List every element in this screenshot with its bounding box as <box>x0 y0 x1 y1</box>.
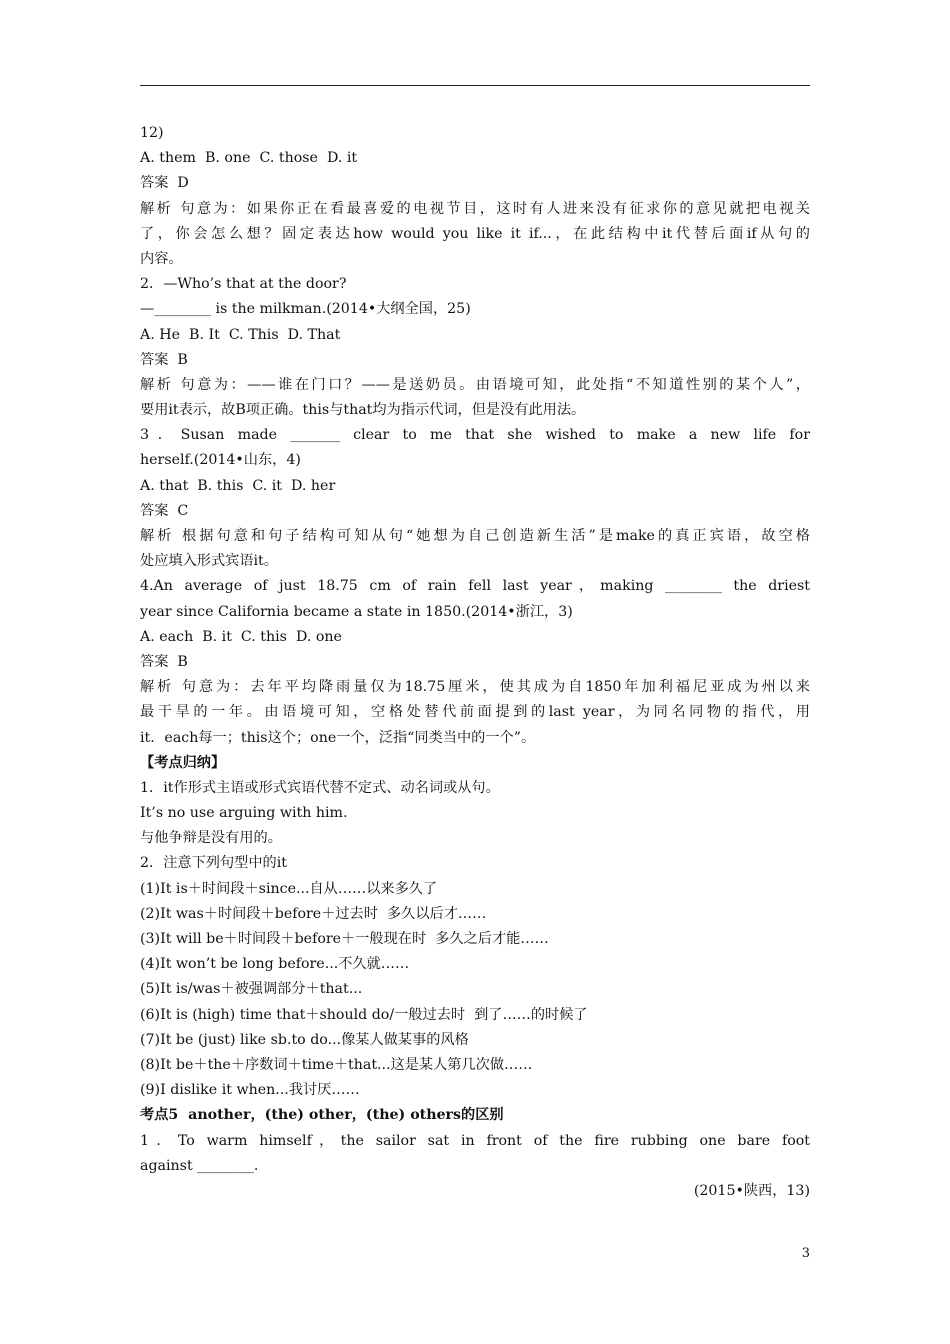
explanation-line: 解析 句意为：去年平均降雨量仅为18.75厘米，使其成为自1850年加利福尼亚成为州以来 <box>140 679 810 696</box>
answer-line: 答案 B <box>140 351 188 368</box>
explanation-line: 解析 句意为：——谁在门口？——是送奶员。由语境可知，此处指“不知道性别的某个人”， <box>140 376 810 393</box>
explanation-line: 解析 句意为：如果你正在看最喜爱的电视节目，这时有人进来没有征求你的意见就把电视关 <box>140 200 810 217</box>
options-line: A. He B. It C. This D. That <box>140 326 341 343</box>
question-line: against ________. <box>140 1157 259 1174</box>
explanation-line: 处应填入形式宾语it。 <box>140 553 278 570</box>
pattern-line: (5)It is/was＋被强调部分＋that... <box>140 981 363 998</box>
question-line: herself.(2014•山东，4) <box>140 452 301 469</box>
explanation-line: 解析 根据句意和句子结构可知从句“她想为自己创造新生活”是make的真正宾语，故空格 <box>140 528 810 544</box>
explanation-line: 内容。 <box>140 250 183 267</box>
summary-line: 1．it作形式主语或形式宾语代替不定式、动名词或从句。 <box>140 779 500 796</box>
section-heading: 【考点归纳】 <box>140 754 226 771</box>
answer-line: 答案 C <box>140 502 189 519</box>
answer-line: 答案 B <box>140 653 188 670</box>
question-source: (2015•陕西，13) <box>693 1182 810 1199</box>
document-body <box>140 121 810 1204</box>
answer-line: 答案 D <box>140 175 189 192</box>
pattern-line: (9)I dislike it when...我讨厌…… <box>140 1082 360 1099</box>
pattern-line: (4)It won’t be long before...不久就…… <box>140 956 410 973</box>
options-line: A. them B. one C. those D. it <box>140 150 358 167</box>
explanation-line: 最干旱的一年。由语境可知，空格处替代前面提到的last year，为同名同物的指代，用 <box>140 704 810 721</box>
question-line: year since California became a state in 1850.(2014•浙江，3) <box>140 603 573 620</box>
section-heading: 考点5 another，(the) other，(the) others的区别 <box>140 1107 504 1124</box>
question-line: 1．To warm himself，the sailor sat in front of the fire rubbing one bare foot <box>140 1132 810 1149</box>
pattern-line: (1)It is＋时间段＋since...自从……以来多久了 <box>140 880 438 897</box>
question-line: 4.An average of just 18.75 cm of rain fell last year，making ________ the driest <box>140 578 810 595</box>
pattern-line: (8)It be＋the＋序数词＋time＋that...这是某人第几次做…… <box>140 1056 533 1073</box>
options-line: A. that B. this C. it D. her <box>140 477 336 494</box>
pattern-line: (6)It is (high) time that＋should do/一般过去时 到了……的时候了 <box>140 1006 588 1023</box>
pattern-line: (2)It was＋时间段＋before＋过去时 多久以后才…… <box>140 905 487 922</box>
explanation-line: 了，你会怎么想？固定表达how would you like it if...，在此结构中it代替后面if从句的 <box>140 225 810 242</box>
options-line: A. each B. it C. this D. one <box>140 628 342 645</box>
text-line: 12) <box>140 125 164 141</box>
question-line: 3．Susan made _______ clear to me that she wished to make a new life for <box>140 427 810 444</box>
page-number: 3 <box>801 1246 810 1261</box>
explanation-line: it．each每一；this这个；one一个，泛指“同类当中的一个”。 <box>140 729 536 746</box>
question-line: —________ is the milkman.(2014•大纲全国，25) <box>140 301 471 318</box>
pattern-line: (7)It be (just) like sb.to do...像某人做某事的风格 <box>140 1031 469 1048</box>
pattern-line: (3)It will be＋时间段＋before＋一般现在时 多久之后才能…… <box>140 931 549 947</box>
explanation-line: 要用it表示，故B项正确。this与that均为指示代词，但是没有此用法。 <box>140 402 586 419</box>
header-rule <box>140 85 810 86</box>
example-line: It’s no use arguing with him. <box>140 805 348 822</box>
summary-line: 2．注意下列句型中的it <box>140 855 287 872</box>
example-translation: 与他争辩是没有用的。 <box>140 830 282 847</box>
question-line: 2．—Who’s that at the door? <box>140 276 347 293</box>
